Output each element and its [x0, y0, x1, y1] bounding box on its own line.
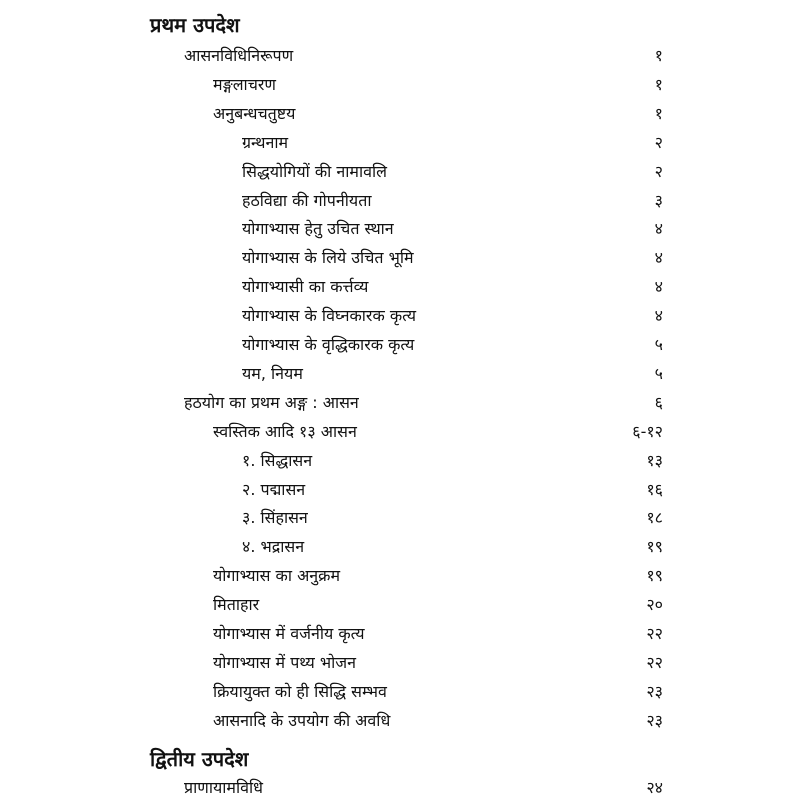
toc-entry [0, 774, 800, 802]
toc-entry [0, 562, 800, 590]
toc-entry-page-number: ४ [654, 219, 663, 239]
toc-entry [0, 273, 800, 301]
toc-entry [0, 100, 800, 128]
toc-entry-page-number: ५ [654, 335, 663, 354]
toc-entry-title: योगाभ्यास के विघ्नकारक कृत्य [242, 306, 417, 326]
toc-entry-title: योगाभ्यास में वर्जनीय कृत्य [213, 624, 365, 643]
toc-entry-page-number: २० [646, 595, 663, 615]
toc-entry-page-number: १ [654, 103, 663, 123]
toc-entry-page-number: ५ [654, 363, 663, 383]
toc-entry-title: २. पद्मासन [242, 479, 306, 499]
toc-entry [0, 678, 800, 706]
toc-entry-title: हठयोग का प्रथम अङ्ग : आसन [184, 392, 359, 412]
toc-entry [0, 447, 800, 475]
toc-entry [0, 620, 800, 648]
toc-entry-page-number: २३ [646, 710, 663, 730]
toc-entry-page-number: ३ [654, 190, 663, 210]
toc-entry [0, 389, 800, 417]
toc-entry [0, 591, 800, 619]
toc-entry [0, 360, 800, 388]
toc-entry-title: योगाभ्यास का अनुक्रम [213, 566, 341, 586]
toc-entry-title: मिताहार [213, 595, 260, 615]
toc-entry-title: १. सिद्धासन [242, 450, 313, 470]
toc-entry-title: मङ्गलाचरण [213, 74, 276, 94]
toc-entry-page-number: १६ [646, 479, 663, 499]
toc-entry-title: योगाभ्यास के लिये उचित भूमि [242, 248, 414, 268]
toc-entry [0, 418, 800, 446]
toc-entry-page-number: २२ [646, 624, 663, 643]
toc-entry-title: क्रियायुक्त को ही सिद्धि सम्भव [213, 681, 387, 701]
toc-entry [0, 158, 800, 186]
toc-entry-title: अनुबन्धचतुष्टय [213, 103, 296, 123]
toc-entry [0, 244, 800, 272]
toc-entry-title: योगाभ्यासी का कर्त्तव्य [242, 277, 369, 297]
toc-entry-title: योगाभ्यास के वृद्धिकारक कृत्य [242, 335, 415, 354]
toc-entry-page-number: २२ [646, 652, 663, 672]
toc-entry-title: ३. सिंहासन [242, 508, 308, 528]
toc-entry-page-number: २४ [646, 778, 663, 797]
toc-entry-page-number: १९ [646, 537, 663, 557]
section-heading-1: प्रथम उपदेश [150, 13, 240, 37]
toc-entry [0, 42, 800, 70]
toc-entry-title: हठविद्या की गोपनीयता [242, 190, 372, 210]
toc-entry-page-number: ४ [654, 277, 663, 297]
section-heading-2: द्वितीय उपदेश [150, 747, 249, 771]
toc-entry [0, 302, 800, 330]
toc-entry [0, 504, 800, 532]
toc-entry-title: प्राणायामविधि [184, 778, 263, 797]
toc-entry-title: आसनादि के उपयोग की अवधि [213, 710, 391, 730]
toc-entry-page-number: २३ [646, 681, 663, 701]
toc-entry [0, 707, 800, 735]
toc-entry [0, 649, 800, 677]
toc-entry [0, 331, 800, 359]
toc-entry-title: यम, नियम [242, 363, 303, 383]
toc-entry [0, 71, 800, 99]
toc-entry-page-number: २ [654, 161, 663, 181]
toc-entry-title: योगाभ्यास हेतु उचित स्थान [242, 219, 394, 239]
toc-entry-page-number: १८ [646, 508, 663, 528]
toc-entry-page-number: १३ [646, 450, 663, 470]
toc-entry-title: आसनविधिनिरूपण [184, 46, 294, 65]
toc-entry-page-number: ४ [654, 306, 663, 326]
toc-entry-title: योगाभ्यास में पथ्य भोजन [213, 652, 356, 672]
toc-entry-page-number: १ [654, 46, 663, 65]
toc-entry-title: सिद्धयोगियों की नामावलि [242, 161, 387, 181]
toc-entry [0, 476, 800, 504]
toc-entry [0, 129, 800, 157]
toc-entry-page-number: २ [654, 132, 663, 152]
toc-entry [0, 533, 800, 561]
toc-entry-page-number: १ [654, 74, 663, 94]
toc-entry-page-number: १९ [646, 566, 663, 586]
toc-entry-page-number: ४ [654, 248, 663, 268]
toc-entry-title: ४. भद्रासन [242, 537, 305, 557]
toc-entry-page-number: ६-१२ [632, 421, 663, 441]
toc-entry-title: स्वस्तिक आदि १३ आसन [213, 421, 357, 441]
toc-entry-title: ग्रन्थनाम [242, 132, 289, 152]
toc-entry [0, 215, 800, 243]
toc-entry-page-number: ६ [654, 392, 663, 412]
toc-entry [0, 187, 800, 215]
